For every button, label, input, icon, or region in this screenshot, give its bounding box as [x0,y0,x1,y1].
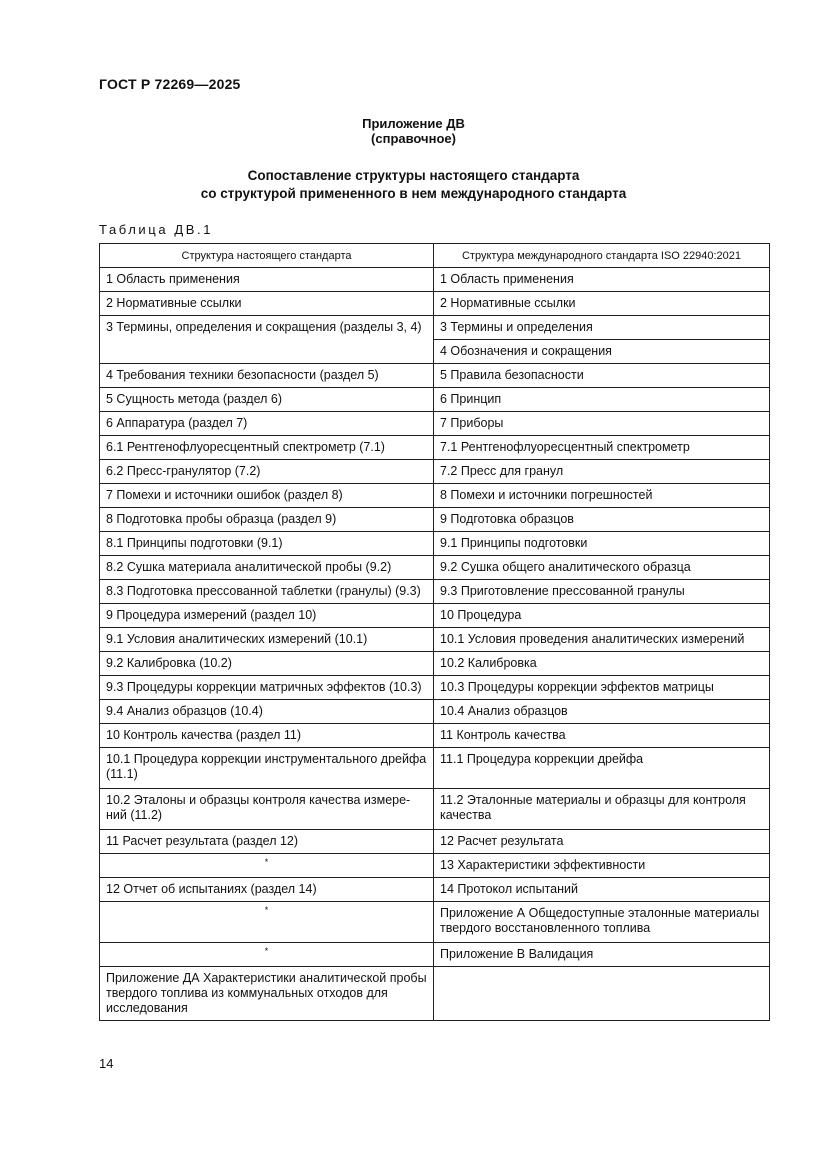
cell-international: 14 Протокол испытаний [434,878,770,902]
cell-national: 9 Процедура измерений (раздел 10) [100,604,434,628]
cell-national: 8.1 Принципы подготовки (9.1) [100,532,434,556]
page-number: 14 [99,1056,114,1071]
annex-heading-block [0,116,827,203]
cell-national: 3 Термины, определения и сокращения (разделы 3, 4) [100,316,434,364]
table-row [100,484,770,508]
cell-international: Приложение В Валидация [434,943,770,967]
cell-national: 6.2 Пресс-гранулятор (7.2) [100,460,434,484]
cell-international: 11 Контроль качества [434,724,770,748]
cell-national: 7 Помехи и источники ошибок (раздел 8) [100,484,434,508]
table-row [100,789,770,830]
cell-national: Приложение ДА Характеристики аналитической пробы твердого топлива из коммунальных отходов для исследования [100,967,434,1021]
table-row [100,436,770,460]
cell-national: 9.1 Условия аналитических измерений (10.1) [100,628,434,652]
cell-international: 11.1 Процедура коррекции дрейфа [434,748,770,789]
cell-national-absent: * [100,902,434,943]
annex-title: Приложение ДВ [362,116,465,131]
table-row [100,412,770,436]
cell-international: 10.4 Анализ образцов [434,700,770,724]
table-row [100,748,770,789]
cell-national: 6 Аппаратура (раздел 7) [100,412,434,436]
table-row [100,268,770,292]
header-national-standard: Структура настоящего стандарта [100,244,434,268]
table-row [100,902,770,943]
table-row [100,830,770,854]
table-header-row [100,244,770,268]
table-row [100,676,770,700]
table-row [100,604,770,628]
cell-international: 10.1 Условия проведения аналитических измерений [434,628,770,652]
cell-national: 12 Отчет об испытаниях (раздел 14) [100,878,434,902]
cell-national: 10 Контроль качества (раздел 11) [100,724,434,748]
cell-national: 9.3 Процедуры коррекции матричных эффектов (10.3) [100,676,434,700]
cell-national-absent: * [100,854,434,878]
cell-international: 10 Процедура [434,604,770,628]
cell-international: 7.2 Пресс для гранул [434,460,770,484]
annex-heading-line2: со структурой примененного в нем международного стандарта [200,186,627,201]
cell-international: 4 Обозначения и сокращения [434,340,770,364]
cell-international: 8 Помехи и источники погрешностей [434,484,770,508]
cell-national: 1 Область применения [100,268,434,292]
cell-national: 9.2 Калибровка (10.2) [100,652,434,676]
cell-national: 4 Требования техники безопасности (раздел 5) [100,364,434,388]
table-row [100,878,770,902]
cell-national-absent: * [100,943,434,967]
cell-national: 9.4 Анализ образцов (10.4) [100,700,434,724]
cell-national: 8 Подготовка пробы образца (раздел 9) [100,508,434,532]
table-row [100,388,770,412]
table-row [100,580,770,604]
cell-international: 3 Термины и определения [434,316,770,340]
table-row [100,943,770,967]
cell-national: 10.2 Эталоны и образцы контроля качества измере-ний (11.2) [100,789,434,830]
table-row [100,508,770,532]
table-row [100,532,770,556]
cell-national: 11 Расчет результата (раздел 12) [100,830,434,854]
cell-international: 9.1 Принципы подготовки [434,532,770,556]
table-row [100,556,770,580]
table-row [100,292,770,316]
cell-international: 13 Характеристики эффективности [434,854,770,878]
structure-comparison-table [99,243,770,1021]
table-row [100,724,770,748]
cell-international: 10.2 Калибровка [434,652,770,676]
cell-international: 9 Подготовка образцов [434,508,770,532]
cell-international: 5 Правила безопасности [434,364,770,388]
table-caption: Таблица ДВ.1 [99,222,214,237]
cell-international [434,967,770,1021]
table-row [100,967,770,1021]
cell-international: 7.1 Рентгенофлуоресцентный спектрометр [434,436,770,460]
header-international-standard: Структура международного стандарта ISO 22940:2021 [434,244,770,268]
annex-subtitle: (справочное) [371,131,456,146]
table-row [100,854,770,878]
cell-international: 1 Область применения [434,268,770,292]
cell-international: 11.2 Эталонные материалы и образцы для контроля качества [434,789,770,830]
cell-national: 10.1 Процедура коррекции инструментального дрейфа (11.1) [100,748,434,789]
cell-national: 8.2 Сушка материала аналитической пробы (9.2) [100,556,434,580]
cell-national: 5 Сущность метода (раздел 6) [100,388,434,412]
cell-international: 12 Расчет результата [434,830,770,854]
cell-national: 2 Нормативные ссылки [100,292,434,316]
cell-national: 8.3 Подготовка прессованной таблетки (гранулы) (9.3) [100,580,434,604]
cell-international: 2 Нормативные ссылки [434,292,770,316]
table-row [100,316,770,340]
cell-national: 6.1 Рентгенофлуоресцентный спектрометр (7.1) [100,436,434,460]
table-row [100,700,770,724]
table-row [100,628,770,652]
cell-international: 7 Приборы [434,412,770,436]
cell-international: 9.2 Сушка общего аналитического образца [434,556,770,580]
cell-international: Приложение А Общедоступные эталонные материалы твердого восстановленного топлива [434,902,770,943]
document-code: ГОСТ Р 72269—2025 [99,76,241,92]
cell-international: 10.3 Процедуры коррекции эффектов матрицы [434,676,770,700]
table-row [100,460,770,484]
annex-heading [0,167,827,203]
table-row [100,652,770,676]
cell-international: 9.3 Приготовление прессованной гранулы [434,580,770,604]
annex-heading-line1: Сопоставление структуры настоящего стандарта [247,168,580,183]
table-row [100,364,770,388]
cell-international: 6 Принцип [434,388,770,412]
